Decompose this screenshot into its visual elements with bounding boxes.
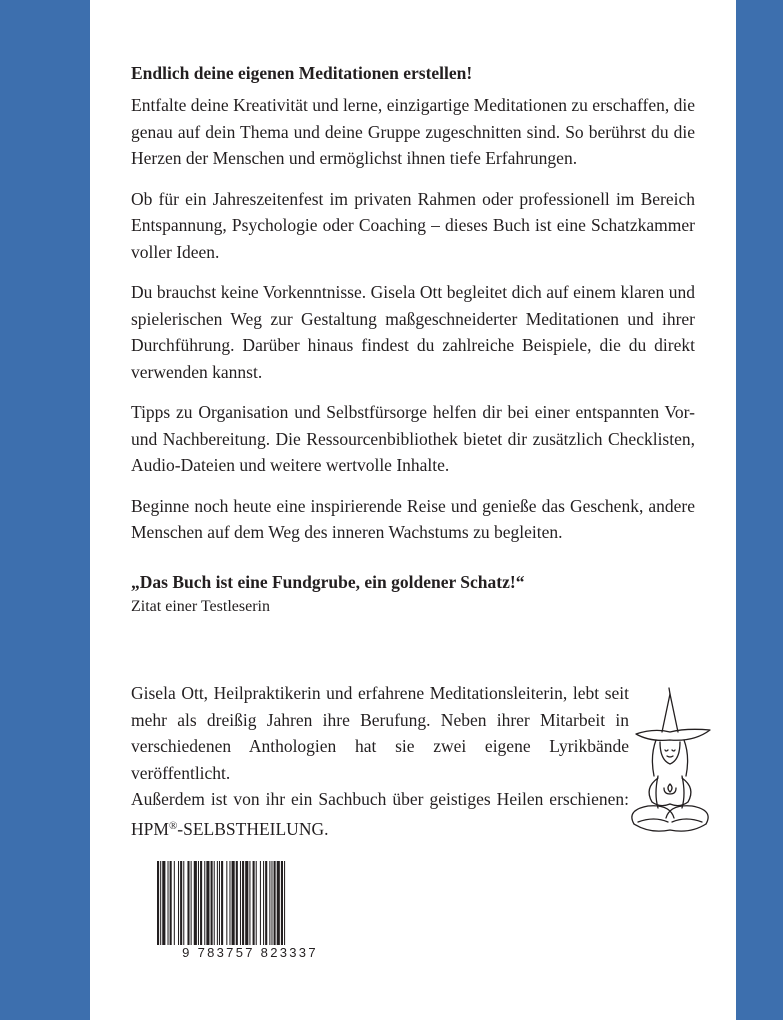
barcode-bar xyxy=(269,861,270,945)
blurb-paragraph-2: Ob für ein Jahreszeitenfest im privaten Rahmen oder professionell im Bereich Entspannung, Psychologie oder Coaching – dieses Buch ist eine Schatzkammer voller Ideen. xyxy=(131,188,695,262)
barcode-bar xyxy=(174,861,175,945)
barcode-bar xyxy=(204,861,205,945)
barcode-bar xyxy=(226,861,227,945)
barcode-bar xyxy=(157,861,159,951)
barcode-bar xyxy=(274,861,276,945)
barcode-bar xyxy=(162,861,165,945)
blurb-paragraph-5: Beginne noch heute eine inspirierende Reise und genieße das Geschenk, andere Menschen auf dem Weg des inneren Wachstums zu begleiten. xyxy=(131,495,695,542)
author-bio-text: Außerdem ist von ihr ein Sachbuch über geistiges Heilen erschienen: HPM xyxy=(131,789,629,839)
barcode-bar xyxy=(200,861,202,945)
blurb-heading: Endlich deine eigenen Meditationen erstellen! xyxy=(131,63,473,83)
registered-mark: ® xyxy=(168,819,178,832)
meditating-witch-illustration xyxy=(614,684,726,846)
barcode-bar xyxy=(260,861,261,945)
barcode-bar xyxy=(211,861,213,945)
testimonial xyxy=(131,569,695,619)
barcode-bar xyxy=(229,861,230,945)
testimonial-source: Zitat einer Testleserin xyxy=(131,598,270,615)
barcode-bar xyxy=(265,861,267,945)
barcode-bar xyxy=(219,861,220,951)
barcode-bar xyxy=(206,861,209,945)
barcode-bar xyxy=(277,861,280,945)
barcode-bar xyxy=(160,861,161,951)
blurb-paragraph-1: Entfalte deine Kreativität und lerne, einzigartige Meditationen zu erschaffen, die genau auf dein Thema und deine Gruppe zugeschnitten sind. So berührst du die Herzen der Menschen und ermöglichst ihnen tiefe Erfahrungen. xyxy=(131,95,695,168)
testimonial-quote: „Das Buch ist eine Fundgrube, ein goldener Schatz!“ xyxy=(131,572,525,592)
barcode-bar xyxy=(187,861,189,945)
barcode-bar xyxy=(242,861,244,945)
barcode-bar xyxy=(253,861,255,945)
blurb-paragraph-3: Du brauchst keine Vorkenntnisse. Gisela Ott begleitet dich auf einem klaren und spielerischen Weg zur Gestaltung maßgeschneiderter Meditationen und ihrer Durchführung. Darüber hinaus findest du zahlreiche Beispiele, die du direkt verwenden kannst. xyxy=(131,282,695,382)
barcode-bar xyxy=(194,861,197,945)
barcode-bar xyxy=(245,861,248,945)
author-bio-title: -SELBSTHEILUNG. xyxy=(177,818,329,839)
barcode-bar xyxy=(221,861,223,951)
barcode-bar xyxy=(240,861,241,945)
barcode-bar xyxy=(191,861,192,945)
isbn-digits: 9 783757 823337 xyxy=(143,945,357,961)
barcode-bar xyxy=(178,861,179,945)
barcode-bar xyxy=(281,861,283,951)
barcode-bar xyxy=(183,861,184,945)
barcode-bar xyxy=(249,861,250,945)
barcode-bar xyxy=(256,861,257,945)
barcode-bar xyxy=(232,861,235,945)
barcode-bar xyxy=(263,861,264,945)
back-cover xyxy=(90,0,736,1020)
barcode-bar xyxy=(271,861,272,945)
barcode-bar xyxy=(180,861,182,945)
barcode-bar xyxy=(214,861,215,945)
blurb-paragraph-4: Tipps zu Organisation und Selbstfürsorge helfen dir bei einer entspannten Vor- und Nachbereitung. Die Ressourcenbibliothek bietet dir zusätzlich Checklisten, Audio-Dateien und weitere wertvolle Inhalte. xyxy=(131,402,695,475)
blurb xyxy=(131,60,695,560)
author-bio-paragraph-2 xyxy=(131,786,629,842)
author-bio xyxy=(131,680,629,842)
author-bio-paragraph-1: Gisela Ott, Heilpraktikerin und erfahrene Meditationsleiterin, lebt seit mehr als dreißig Jahren ihre Berufung. Neben ihrer Mitarbeit in verschiedenen Anthologien hat sie zwei eigene Lyrikbände veröffentlicht. xyxy=(131,683,629,783)
barcode-bar xyxy=(198,861,199,945)
barcode-bar xyxy=(168,861,169,945)
barcode-bar xyxy=(236,861,238,945)
barcode-bar xyxy=(170,861,172,945)
barcode-bar xyxy=(284,861,285,951)
barcode-bar xyxy=(217,861,218,945)
